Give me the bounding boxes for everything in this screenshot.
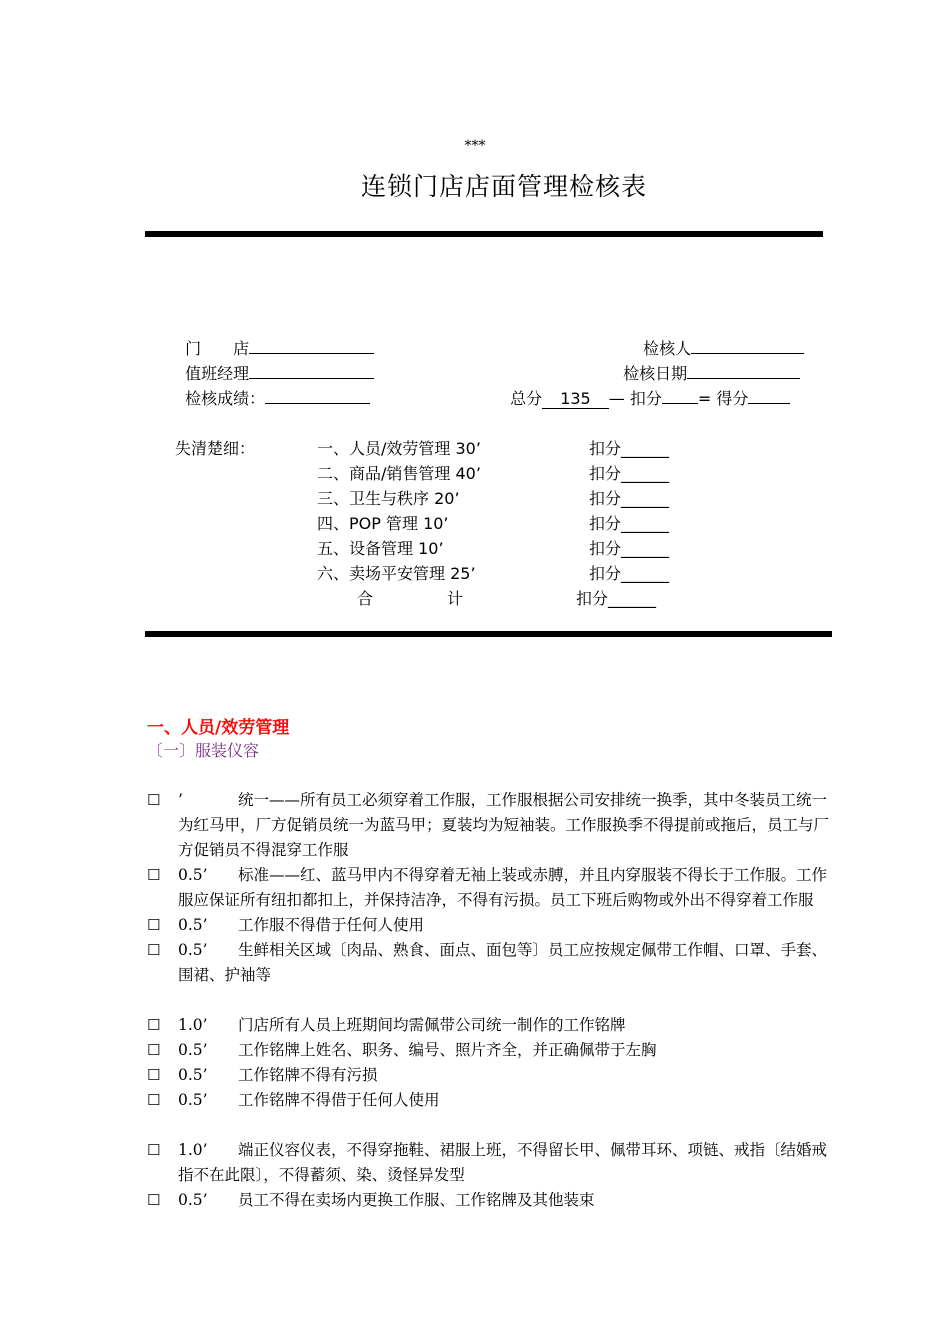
page-title: 连锁门店店面管理检核表 [360,172,647,201]
summary-row-name: 四、POP 管理 10’ [317,514,449,533]
section-title: 一、人员/效劳管理 [147,718,290,738]
checklist-item [147,938,837,988]
duty-manager-label: 值班经理 [185,364,250,383]
group-spacer [147,988,837,1013]
item-points: 0.5’ [178,941,208,959]
total-field [500,361,790,411]
summary-row-deduct[interactable]: 扣分______ [589,464,670,483]
item-text: 员工不得在卖场内更换工作服、工作铭牌及其他装束 [238,1191,595,1209]
summary-row [317,536,669,561]
top-divider [145,231,823,237]
equals-label: = 得分 [697,389,749,408]
summary-row [317,486,669,511]
checkbox[interactable]: ☐ [147,791,161,809]
checkbox[interactable]: ☐ [147,916,161,934]
deduct-label: — 扣分 [608,389,662,408]
summary-row-deduct[interactable]: 扣分______ [589,514,670,533]
checklist-item [147,1038,837,1063]
group-spacer [147,1113,837,1138]
item-points: ’ [178,791,183,809]
summary-row [317,561,669,586]
summary-row-name: 一、人员/效劳管理 30’ [317,439,481,458]
item-points: 0.5’ [178,916,208,934]
summary-row-deduct[interactable]: 扣分______ [589,489,670,508]
item-points: 0.5’ [178,1066,208,1084]
checkbox[interactable]: ☐ [147,1016,161,1034]
summary-label: 失清楚细： [175,439,256,458]
summary-row-deduct[interactable]: 扣分______ [589,439,670,458]
score-label: 检核成绩： [185,389,266,408]
total-label: 总分 [510,389,543,408]
checklist-item [147,1088,837,1113]
item-points: 0.5’ [178,1191,208,1209]
item-points: 1.0’ [178,1016,208,1034]
summary-row-deduct[interactable]: 扣分______ [589,564,670,583]
checkbox[interactable]: ☐ [147,866,161,884]
summary-row-name: 三、卫生与秩序 20’ [317,489,460,508]
checklist-item [147,1138,837,1188]
item-text: 生鲜相关区域〔肉品、熟食、面点、面包等〕员工应按规定佩带工作帽、口罩、手套、围裙、护袖等 [178,941,828,984]
summary-row [317,436,669,461]
date-label: 检核日期 [623,364,688,383]
summary-row-deduct[interactable]: 扣分______ [589,539,670,558]
section-subtitle: 〔一〕服装仪容 [147,741,260,760]
checkbox[interactable]: ☐ [147,941,161,959]
checklist-item [147,1063,837,1088]
summary-total-row [317,586,669,611]
checklist-item [147,1188,837,1213]
checkbox[interactable]: ☐ [147,1041,161,1059]
deduct-blank[interactable] [662,386,698,404]
checkbox[interactable]: ☐ [147,1091,161,1109]
summary-row-name: 二、商品/销售管理 40’ [317,464,481,483]
inspector-label: 检核人 [643,339,692,358]
item-points: 0.5’ [178,1041,208,1059]
item-points: 0.5’ [178,866,208,884]
checklist-item [147,863,837,913]
score-blank[interactable] [265,386,370,404]
checklist-item [147,1013,837,1038]
final-score-blank[interactable] [748,386,790,404]
item-text: 统一——所有员工必须穿着工作服，工作服根据公司安排统一换季，其中冬装员工统一为红马甲，厂方促销员统一为蓝马甲；夏装均为短袖装。工作服换季不得提前或拖后，员工与厂方促销员不得混穿工作服 [178,791,830,859]
checklist [147,788,837,1213]
total-value: 135 [542,389,609,409]
item-points: 1.0’ [178,1141,208,1159]
summary-total-b: 计 [447,589,464,608]
item-text: 工作服不得借于任何人使用 [238,916,425,934]
summary-row [317,511,669,536]
store-label: 门 店 [185,339,250,358]
item-text: 工作铭牌上姓名、职务、编号、照片齐全，并正确佩带于左胸 [238,1041,657,1059]
item-text: 标准——红、蓝马甲内不得穿着无袖上装或赤膊，并且内穿服装不得长于工作服。工作服应保证所有纽扣都扣上，并保持洁净，不得有污损。员工下班后购物或外出不得穿着工作服 [178,866,828,909]
item-text: 工作铭牌不得借于任何人使用 [238,1091,440,1109]
checklist-item [147,913,837,938]
item-text: 门店所有人员上班期间均需佩带公司统一制作的工作铭牌 [238,1016,626,1034]
checkbox[interactable]: ☐ [147,1066,161,1084]
checkbox[interactable]: ☐ [147,1141,161,1159]
item-text: 端正仪容仪表，不得穿拖鞋、裙服上班，不得留长甲、佩带耳环、项链、戒指〔结婚戒指不在此限〕，不得蓄须、染、烫怪异发型 [178,1141,828,1184]
summary-row-name: 六、卖场平安管理 25’ [317,564,476,583]
summary-total-deduct[interactable]: 扣分______ [576,589,657,608]
middle-divider [145,631,832,637]
score-field [175,361,370,411]
checklist-item [147,788,837,863]
summary-row [317,461,669,486]
summary-total-a: 合 [357,589,374,608]
summary-list [317,436,669,611]
checkbox[interactable]: ☐ [147,1191,161,1209]
summary-row-name: 五、设备管理 10’ [317,539,444,558]
item-text: 工作铭牌不得有污损 [238,1066,378,1084]
item-points: 0.5’ [178,1091,208,1109]
header-stars: *** [464,138,486,154]
